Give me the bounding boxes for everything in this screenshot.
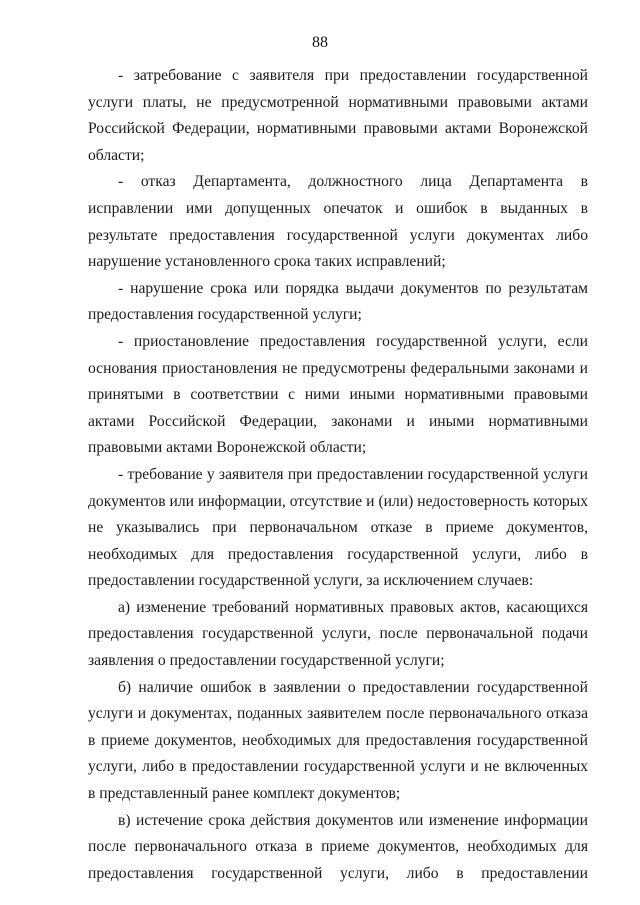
paragraph-correction-refusal: - отказ Департамента, должностного лица Департамента в исправлении ими допущенных опечаток и ошибок в выданных в результате предоставления государственной услуги документах либо нарушение установленного срока таких исправлений; (88, 173, 588, 271)
paragraph-fee-demand: - затребование с заявителя при предоставлении государственной услуги платы, не предусмотренной нормативными правовыми актами Российской Федерации, нормативными правовыми актами Воронежской области; (88, 67, 588, 164)
document-body (88, 63, 588, 887)
paragraph-suspension: - приостановление предоставления государственной услуги, если основания приостановления не предусмотрены федеральными законами и принятыми в соответствии с ними иными нормативными правовыми актами Российской Федерации, законами и иными нормативными правовыми актами Воронежской области; (88, 332, 588, 457)
paragraph-case-a: а) изменение требований нормативных правовых актов, касающихся предоставления государственной услуги, после первоначальной подачи заявления о предоставлении государственной услуги; (88, 598, 588, 670)
page-number: 88 (312, 34, 328, 51)
paragraph-document-demand: - требование у заявителя при предоставлении государственной услуги документов или информации, отсутствие и (или) недостоверность которых не указывались при первоначальном отказе в приеме документов, необходимых для предоставления государственной услуги, либо в предоставлении государственной услуги, за исключением случаев: (88, 465, 588, 590)
paragraph-case-c: в) истечение срока действия документов или изменение информации после первоначального отказа в приеме документов, необходимых для предоставления государственной услуги, либо в предоставлении (88, 811, 588, 882)
paragraph-delivery-violation: - нарушение срока или порядка выдачи документов по результатам предоставления государственной услуги; (88, 279, 588, 324)
paragraph-case-b: б) наличие ошибок в заявлении о предоставлении государственной услуги и документах, поданных заявителем после первоначального отказа в приеме документов, необходимых для предоставления государственной услуги, либо в предоставлении государственной услуги и не включенных в представленный ранее комплект документов; (88, 678, 588, 803)
